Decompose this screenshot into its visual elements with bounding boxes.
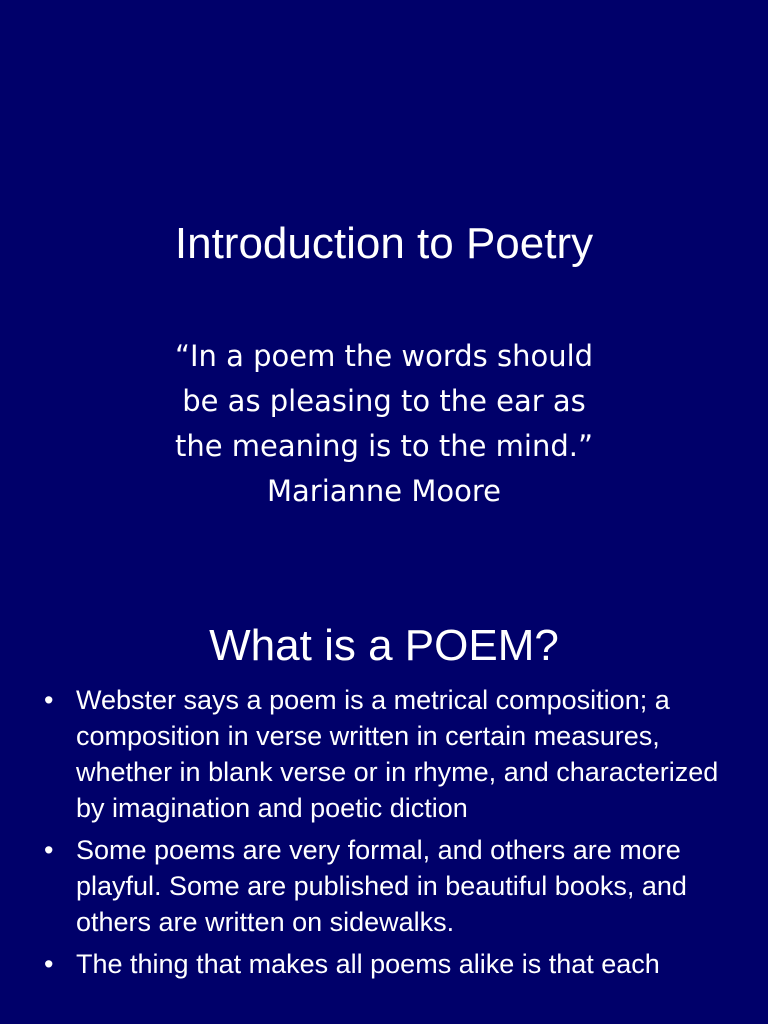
bullet-icon: •: [44, 835, 54, 865]
slide-what-is-a-poem: [0, 576, 768, 1024]
bullet-item: [36, 946, 736, 982]
slide-title: What is a POEM?: [209, 621, 559, 670]
bullet-item: [36, 682, 736, 826]
bullet-item: [36, 832, 736, 940]
quote-line: the meaning is to the mind.”: [175, 429, 593, 463]
bullet-text: Webster says a poem is a metrical composition; a composition in verse written in certain measures, whether in blank verse or in rhyme, and characterized by imagination and poetic diction: [76, 685, 719, 823]
bullet-text: Some poems are very formal, and others are more playful. Some are published in beautiful books, and others are written on sidewalks.: [76, 835, 687, 937]
quote-attribution: Marianne Moore: [267, 474, 501, 508]
bullet-text: The thing that makes all poems alike is that each: [76, 949, 660, 979]
bullet-icon: •: [44, 685, 54, 715]
quote-line: be as pleasing to the ear as: [182, 384, 586, 418]
bullet-icon: •: [44, 949, 54, 979]
bullet-list: [36, 682, 736, 988]
quote-block: [134, 334, 634, 514]
quote-line: “In a poem the words should: [174, 339, 594, 373]
slide-title: Introduction to Poetry: [174, 219, 594, 268]
